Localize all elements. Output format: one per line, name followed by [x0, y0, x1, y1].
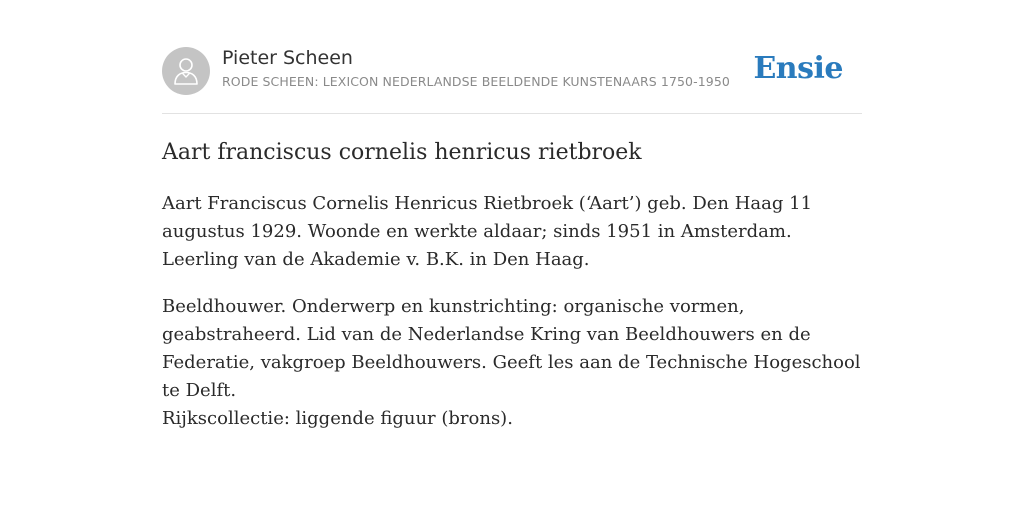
entry-card: [162, 46, 862, 429]
author-name[interactable]: Pieter Scheen: [222, 47, 353, 69]
header-divider: [162, 113, 862, 114]
entry-header: [162, 46, 862, 96]
entry-paragraph: Beeldhouwer. Onderwerp en kunstrichting: organische vormen, geabstraheerd. Lid van de Nederlandse Kring van Beeldhouwers en de Federatie, vakgroep Beeldhouwers. Geeft les aan de Technische Hogeschool te Delft.: [162, 296, 861, 401]
source-title[interactable]: RODE SCHEEN: LEXICON NEDERLANDSE BEELDENDE KUNSTENAARS 1750-1950: [222, 74, 730, 89]
author-avatar[interactable]: [162, 47, 210, 95]
entry-title: Aart franciscus cornelis henricus rietbroek: [162, 140, 642, 165]
user-icon: [172, 56, 200, 86]
entry-paragraph: Rijkscollectie: liggende figuur (brons).: [162, 408, 513, 429]
entry-paragraph: Aart Franciscus Cornelis Henricus Rietbroek (‘Aart’) geb. Den Haag 11 augustus 1929. Woonde en werkte aldaar; sinds 1951 in Amsterdam. Leerling van de Akademie v. B.K. in Den Haag.: [162, 193, 813, 270]
ensie-logo[interactable]: Ensie: [753, 51, 843, 86]
